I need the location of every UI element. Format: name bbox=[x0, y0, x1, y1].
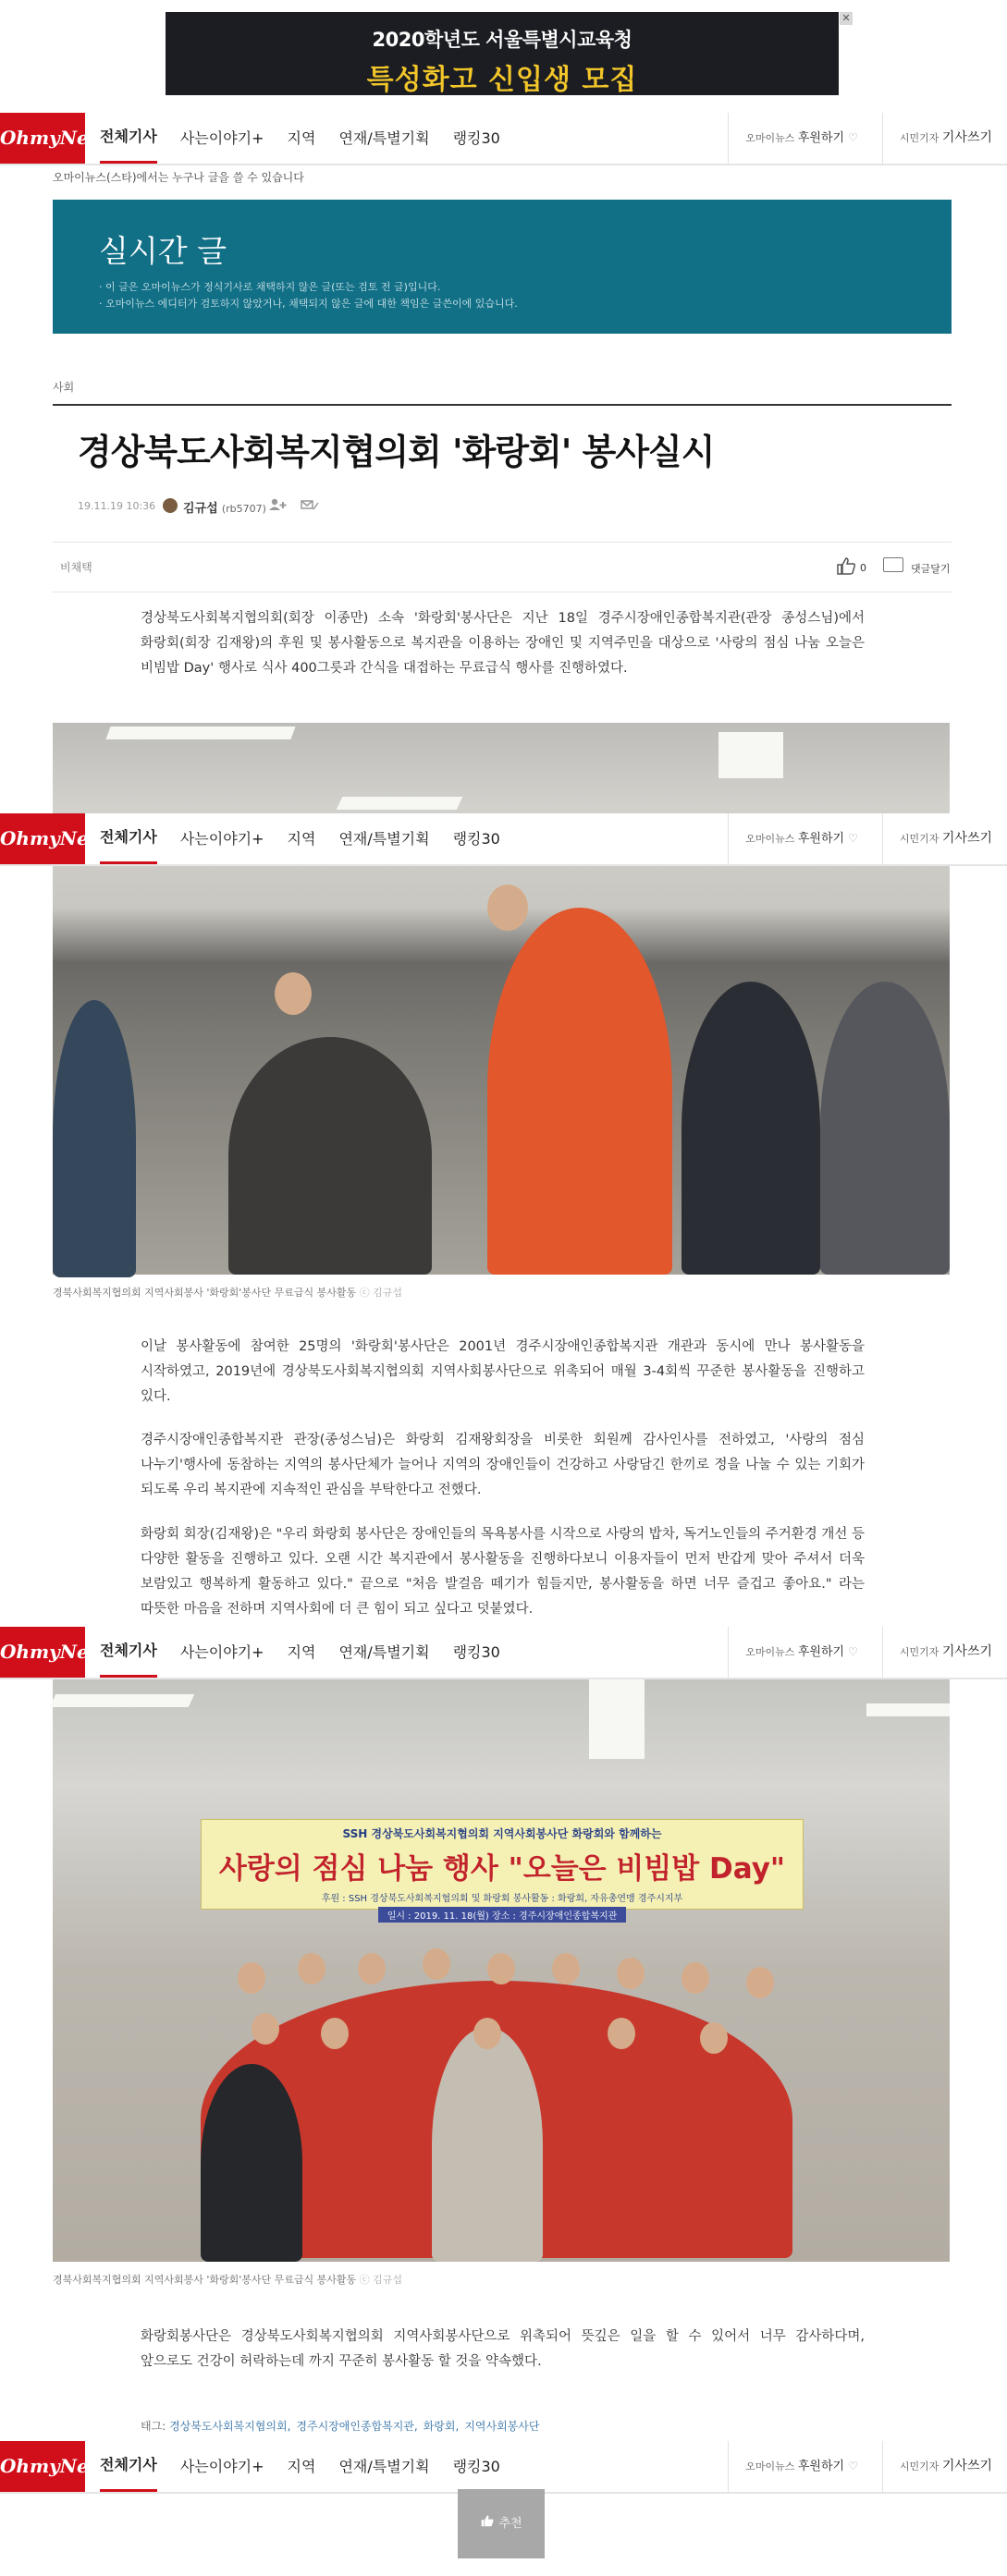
photo-credit: ⓒ 김규섭 bbox=[359, 2274, 403, 2286]
heart-icon: ♡ bbox=[848, 1645, 858, 1658]
person-figure bbox=[228, 1037, 432, 1275]
face bbox=[275, 972, 312, 1015]
adoption-status: 비채택 bbox=[60, 561, 92, 574]
section-label[interactable]: 사회 bbox=[53, 381, 75, 394]
face bbox=[608, 2018, 635, 2049]
thumbs-up-icon bbox=[480, 2514, 495, 2527]
monk-figure bbox=[432, 2027, 543, 2262]
tag-link[interactable]: 지역사회봉사단 bbox=[464, 2420, 540, 2433]
ad-line-1: 2020학년도 서울특별시교육청 bbox=[372, 29, 632, 51]
reporter-prefix: 시민기자 bbox=[899, 833, 942, 845]
nav-item-life-stories[interactable]: 사는이야기+ bbox=[179, 830, 264, 848]
nav-right bbox=[728, 2441, 1007, 2492]
divider bbox=[53, 404, 952, 406]
nav-item-region[interactable]: 지역 bbox=[287, 2458, 316, 2475]
donate-label: 후원하기 bbox=[797, 832, 845, 846]
donate-link[interactable] bbox=[728, 113, 882, 164]
ceiling-light bbox=[718, 732, 783, 778]
face bbox=[473, 2018, 501, 2049]
face bbox=[746, 1967, 774, 1998]
write-article-link[interactable] bbox=[882, 813, 1007, 864]
face bbox=[487, 1953, 515, 1984]
article-photo-group bbox=[53, 1676, 950, 2262]
comment-link[interactable]: 댓글달기 bbox=[911, 563, 951, 575]
author-name[interactable] bbox=[183, 498, 266, 516]
nav-item-all-articles[interactable]: 전체기사 bbox=[100, 813, 157, 864]
article-paragraph: 경주시장애인종합복지관 관장(종성스님)은 화랑회 김재왕회장을 비롯한 회원께 감사인사를 전하였고, '사랑의 점심 나누기'행사에 동참하는 지역의 봉사단체가 늘어나 지역의 장애인들이 건강하고 사랑담긴 한끼로 정을 나눌 수 있는 기회가 되도록 우리 복지관에 지속적인 관심을 부탁한다고 전했다. bbox=[141, 1433, 865, 1497]
nav-right bbox=[728, 813, 1007, 864]
banner-line-4: 일시 : 2019. 11. 18(월) 장소 : 경주시장애인종합복지관 bbox=[378, 1907, 627, 1923]
like-count: 0 bbox=[860, 562, 866, 574]
face bbox=[321, 2018, 349, 2049]
donate-label: 후원하기 bbox=[797, 2460, 845, 2473]
ad-line-2: 특성화고 신입생 모집 bbox=[366, 64, 638, 96]
volunteer-figure bbox=[487, 908, 672, 1275]
article-date: 19.11.19 10:36 bbox=[78, 500, 156, 512]
author-avatar[interactable] bbox=[163, 498, 178, 513]
nav-bar-sticky bbox=[0, 813, 1007, 866]
banner-line-2: 사랑의 점심 나눔 행사 "오늘은 비빔밥 Day" bbox=[218, 1852, 786, 1886]
person-figure bbox=[53, 1000, 136, 1277]
nav-right bbox=[728, 1627, 1007, 1678]
nav-item-life-stories[interactable]: 사는이야기+ bbox=[179, 129, 264, 147]
reporter-prefix: 시민기자 bbox=[899, 132, 942, 144]
caption-text: 경북사회복지협의회 지역사회봉사 '화랑회'봉사단 무료급식 봉사활동 bbox=[53, 1287, 357, 1299]
write-label: 기사쓰기 bbox=[941, 130, 992, 145]
ceiling-light bbox=[337, 797, 463, 810]
donate-prefix: 오마이뉴스 bbox=[745, 1646, 798, 1658]
live-note-1: · 이 글은 오마이뉴스가 정식기사로 채택하지 않은 글(또는 검토 전 글)입니다. bbox=[99, 281, 441, 293]
donate-link[interactable] bbox=[728, 813, 882, 864]
recommend-button[interactable] bbox=[458, 2489, 545, 2558]
author-label: 김규섭 bbox=[183, 502, 218, 516]
nav-item-ranking[interactable]: 랭킹30 bbox=[452, 129, 500, 147]
nav-bar-sticky bbox=[0, 1627, 1007, 1679]
article-paragraph: 이날 봉사활동에 참여한 25명의 '화랑회'봉사단은 2001년 경주시장애인종합복지관 개관과 동시에 만나 봉사활동을 시작하였고, 2019년에 경상북도사회복지협의회 지역사회봉사단으로 위촉되어 매월 3-4회씩 꾸준한 봉사활동을 진행하고 있다. bbox=[141, 1339, 865, 1404]
nav-item-life-stories[interactable]: 사는이야기+ bbox=[179, 2458, 264, 2475]
nav-item-ranking[interactable]: 랭킹30 bbox=[452, 1643, 500, 1661]
nav-item-all-articles[interactable]: 전체기사 bbox=[100, 1627, 157, 1678]
live-note-2: · 오마이뉴스 에디터가 검토하지 않았거나, 채택되지 않은 글에 대한 책임은 글쓴이에 있습니다. bbox=[99, 298, 518, 310]
ceiling-light bbox=[105, 726, 295, 739]
nav-item-series[interactable]: 연재/특별기획 bbox=[338, 830, 430, 848]
nav-menu bbox=[100, 2441, 523, 2492]
nav-menu bbox=[100, 1627, 523, 1678]
heart-icon: ♡ bbox=[848, 2460, 858, 2472]
author-id: (rb5707) bbox=[221, 503, 266, 515]
write-label: 기사쓰기 bbox=[941, 831, 992, 846]
article-photo-meal-service bbox=[53, 723, 950, 1275]
face bbox=[298, 1953, 325, 1984]
ohmynews-logo[interactable]: OhmyNews bbox=[0, 2441, 85, 2492]
photo-credit: ⓒ 김규섭 bbox=[359, 1287, 403, 1299]
nav-menu bbox=[100, 813, 523, 864]
notice-text: 오마이뉴스(스타)에서는 누구나 글을 쓸 수 있습니다 bbox=[53, 171, 304, 184]
face bbox=[617, 1958, 645, 1989]
heart-icon: ♡ bbox=[848, 832, 858, 845]
nav-item-all-articles[interactable]: 전체기사 bbox=[100, 2441, 157, 2492]
comment-icon[interactable] bbox=[883, 557, 903, 572]
tag-list bbox=[141, 2418, 545, 2434]
thumbs-up-icon[interactable] bbox=[836, 556, 856, 580]
tags-label: 태그: bbox=[141, 2420, 166, 2433]
donate-link[interactable] bbox=[728, 1627, 882, 1678]
article-paragraph: 화랑회봉사단은 경상북도사회복지협의회 지역사회봉사단으로 위촉되어 뜻깊은 일을 할 수 있어서 너무 감사하다며, 앞으로도 건강이 허락하는데 까지 꾸준히 봉사활동 할 것을 약속했다. bbox=[141, 2329, 865, 2369]
face bbox=[238, 1962, 265, 1994]
ceiling-light bbox=[589, 1676, 645, 1759]
nav-item-region[interactable]: 지역 bbox=[287, 1643, 316, 1661]
face bbox=[252, 2013, 279, 2045]
ceiling-light bbox=[50, 1694, 195, 1707]
article-paragraph: 경상북도사회복지협의회(회장 이종만) 소속 '화랑회'봉사단은 지난 18일 경주시장애인종합복지관(관장 종성스님)에서 화랑회(회장 김재왕)의 후원 및 봉사활동으로 복지관을 이용하는 장애인 및 지역주민을 대상으로 '사랑의 점심 나눔 오늘은 비빔밥 Day' 행사로 식사 400그릇과 간식을 대접하는 무료급식 행사를 진행하였다. bbox=[141, 611, 865, 676]
article-title: 경상북도사회복지협의회 '화랑회' 봉사실시 bbox=[78, 432, 715, 472]
write-label: 기사쓰기 bbox=[941, 2459, 992, 2473]
ohmynews-logo[interactable]: OhmyNews bbox=[0, 813, 85, 864]
live-title: 실시간 글 bbox=[99, 233, 227, 269]
message-icon[interactable] bbox=[300, 498, 320, 515]
ohmynews-logo[interactable]: OhmyNews bbox=[0, 113, 85, 164]
write-article-link[interactable] bbox=[882, 1627, 1007, 1678]
ohmynews-logo[interactable]: OhmyNews bbox=[0, 1627, 85, 1678]
photo-caption bbox=[53, 1285, 402, 1300]
donate-prefix: 오마이뉴스 bbox=[745, 2460, 798, 2472]
caption-text: 경북사회복지협의회 지역사회봉사 '화랑회'봉사단 무료급식 봉사활동 bbox=[53, 2274, 357, 2286]
nav-item-life-stories[interactable]: 사는이야기+ bbox=[179, 1643, 264, 1661]
nav-item-series[interactable]: 연재/특별기획 bbox=[338, 2458, 430, 2475]
donate-prefix: 오마이뉴스 bbox=[745, 833, 798, 845]
nav-bar-sticky bbox=[0, 2441, 1007, 2494]
nav-item-ranking[interactable]: 랭킹30 bbox=[452, 2458, 500, 2475]
recommend-label: 추천 bbox=[498, 2517, 522, 2531]
tag-link[interactable]: 경주시장애인종합복지관, bbox=[296, 2420, 418, 2433]
nav-item-region[interactable]: 지역 bbox=[287, 830, 316, 848]
face bbox=[682, 1962, 709, 1994]
reporter-prefix: 시민기자 bbox=[899, 1646, 942, 1658]
wheelchair-figure bbox=[820, 982, 950, 1275]
face bbox=[487, 885, 528, 931]
face bbox=[423, 1948, 450, 1980]
divider bbox=[53, 542, 952, 543]
event-banner bbox=[201, 1819, 804, 1922]
person-figure bbox=[201, 2064, 302, 2262]
ad-close-icon[interactable]: ✕ bbox=[840, 12, 853, 25]
write-article-link[interactable] bbox=[882, 2441, 1007, 2492]
tag-link[interactable]: 경상북도사회복지협의회, bbox=[169, 2420, 291, 2433]
write-article-link[interactable] bbox=[882, 113, 1007, 164]
nav-menu bbox=[100, 113, 523, 164]
face bbox=[700, 2022, 728, 2054]
add-friend-icon[interactable] bbox=[268, 498, 289, 515]
tag-link[interactable]: 화랑회, bbox=[423, 2420, 460, 2433]
donate-label: 후원하기 bbox=[797, 1645, 845, 1659]
nav-item-series[interactable]: 연재/특별기획 bbox=[338, 129, 430, 147]
nav-item-region[interactable]: 지역 bbox=[287, 129, 316, 147]
nav-bar bbox=[0, 113, 1007, 165]
donate-label: 후원하기 bbox=[797, 131, 845, 145]
write-label: 기사쓰기 bbox=[941, 1644, 992, 1659]
nav-item-all-articles[interactable]: 전체기사 bbox=[100, 113, 157, 164]
face bbox=[358, 1953, 386, 1984]
article-paragraph: 화랑회 회장(김재왕)은 "우리 화랑회 봉사단은 장애인들의 목욕봉사를 시작으로 사랑의 밥차, 독거노인들의 주거환경 개선 등 다양한 활동을 진행하고 있다. 오랜 시간 복지관에서 봉사활동을 진행하다보니 이용자들이 먼저 반갑게 맞아 주셔서 더욱 보람있고 행복하게 활동하고 있다." 끝으로 "처음 발걸음 떼기가 힘들지만, 봉사활동을 하면 너무 즐겁고 좋아요." 라는 따뜻한 마음을 전하며 지역사회에 더 큰 힘이 되고 싶다고 덧붙였다. bbox=[141, 1527, 865, 1617]
photo-caption bbox=[53, 2272, 402, 2287]
person-figure bbox=[682, 982, 820, 1275]
top-ad-banner[interactable] bbox=[166, 12, 839, 95]
donate-prefix: 오마이뉴스 bbox=[745, 132, 798, 144]
ceiling-light bbox=[866, 1703, 950, 1716]
donate-link[interactable] bbox=[728, 2441, 882, 2492]
live-posts-banner bbox=[53, 200, 952, 334]
heart-icon: ♡ bbox=[848, 131, 858, 144]
banner-line-3: 후원 : SSH 경상북도사회복지협의회 및 화랑회 봉사활동 : 화랑회, 자유총연맹 경주시지부 bbox=[321, 1894, 683, 1904]
face bbox=[552, 1953, 580, 1984]
reporter-prefix: 시민기자 bbox=[899, 2460, 942, 2472]
banner-line-1: SSH 경상북도사회복지협의회 지역사회봉사단 화랑회와 함께하는 bbox=[342, 1827, 662, 1840]
nav-item-series[interactable]: 연재/특별기획 bbox=[338, 1643, 430, 1661]
nav-right bbox=[728, 113, 1007, 164]
nav-item-ranking[interactable]: 랭킹30 bbox=[452, 830, 500, 848]
